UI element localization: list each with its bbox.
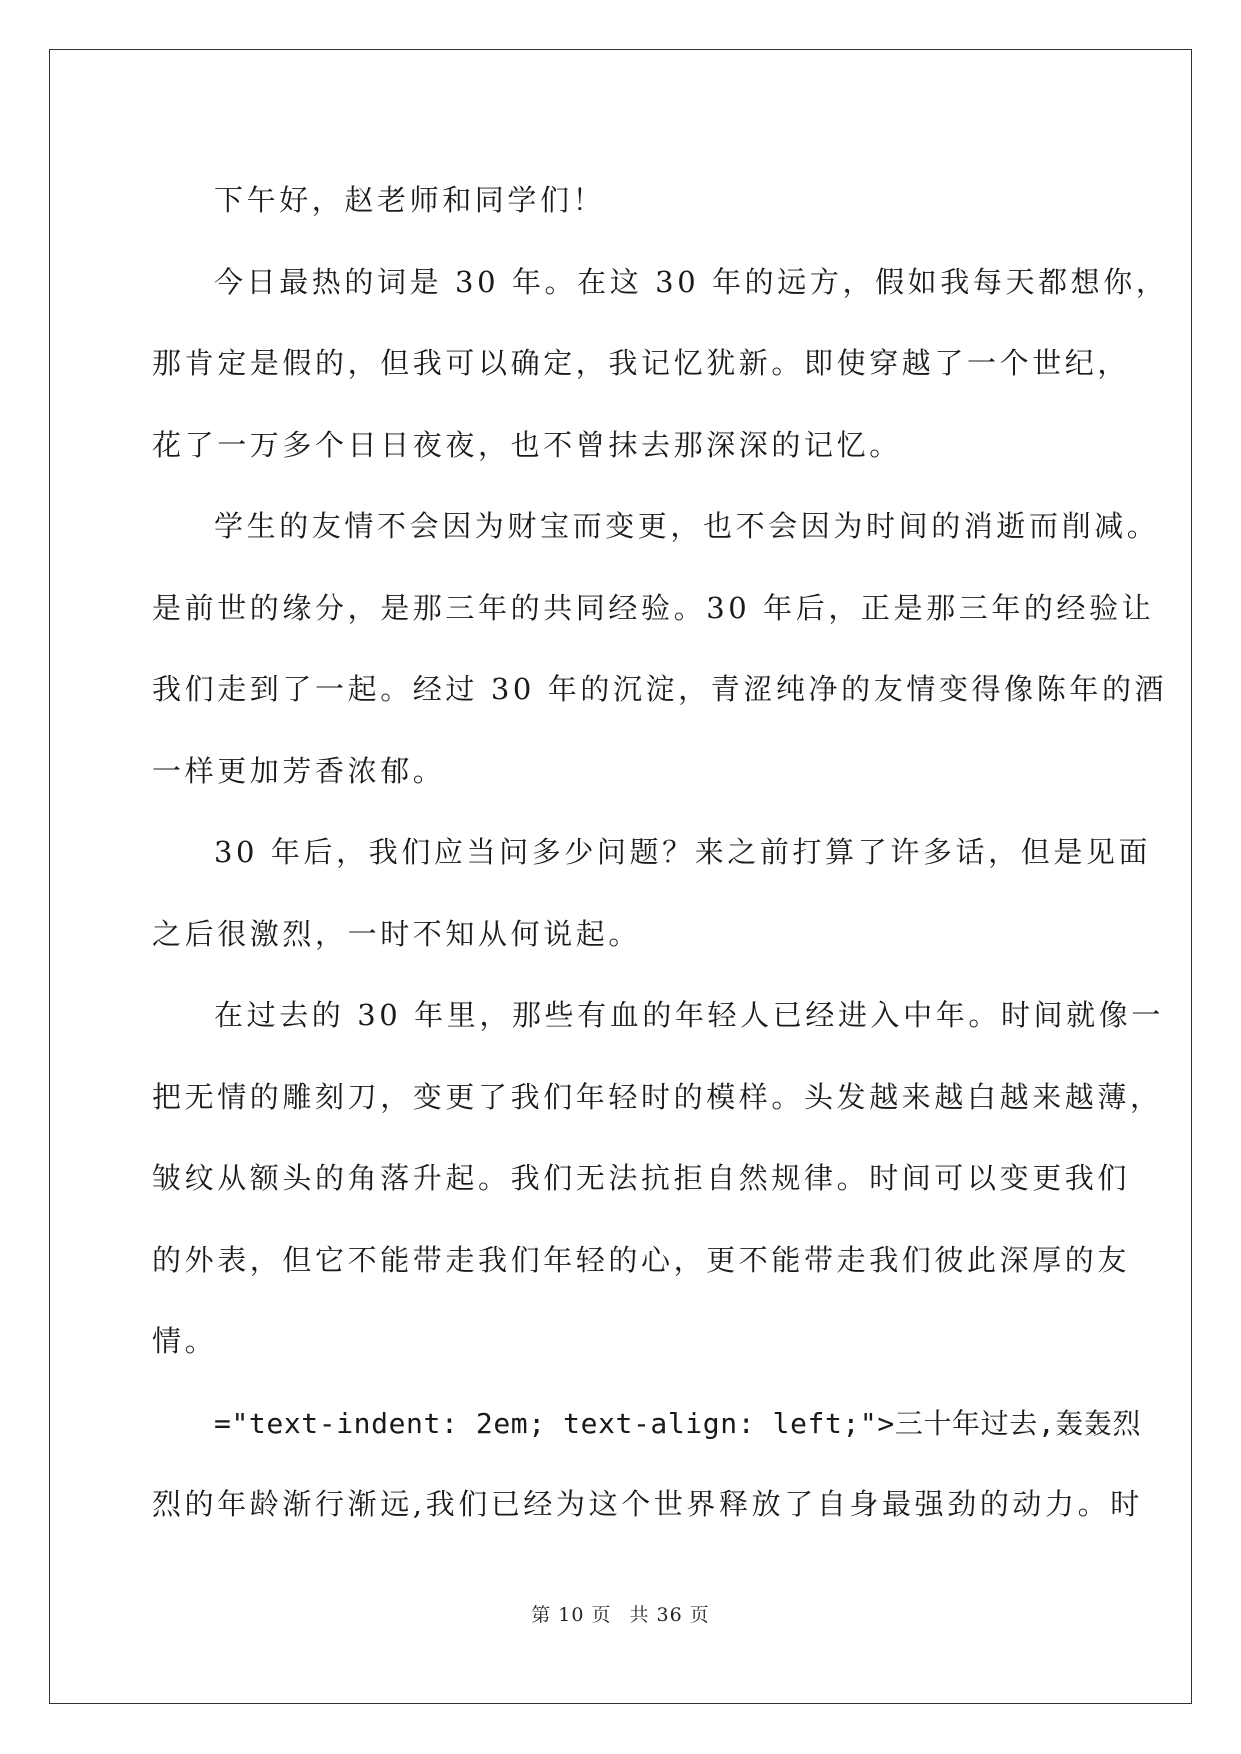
text-line: 情。: [152, 1324, 218, 1358]
paragraph: [152, 975, 1164, 1383]
text-line: 把无情的雕刻刀，变更了我们年轻时的模样。头发越来越白越来越薄，: [152, 1079, 1163, 1114]
page-number: 第 10 页: [531, 1604, 612, 1626]
text-line: 在过去的 30 年里，那些有血的年轻人已经进入中年。时间就像一: [214, 998, 1164, 1032]
text-line: 那肯定是假的，但我可以确定，我记忆犹新。即使穿越了一个世纪，: [152, 346, 1131, 380]
text-line: 皱纹从额头的角落升起。我们无法抗拒自然规律。时间可以变更我们: [152, 1161, 1131, 1195]
page-total: 共 36 页: [629, 1604, 710, 1626]
paragraph-greeting: [152, 160, 1092, 242]
text-line-stray-markup: ="text-indent: 2em; text-align: left;">三十年过去,轰轰烈: [214, 1406, 1142, 1440]
text-line: 是前世的缘分，是那三年的共同经验。30 年后，正是那三年的经验让: [152, 590, 1155, 625]
text-line: 下午好，赵老师和同学们！: [214, 183, 606, 217]
text-line: 烈的年龄渐行渐远,我们已经为这个世界释放了自身最强劲的动力。时: [152, 1487, 1143, 1521]
text-line: 学生的友情不会因为财宝而变更，也不会因为时间的消逝而削减。: [214, 509, 1160, 543]
paragraph: [152, 1383, 1143, 1546]
text-line: 花了一万多个日日夜夜，也不曾抹去那深深的记忆。: [152, 427, 902, 462]
text-line: 今日最热的词是 30 年。在这 30 年的远方，假如我每天都想你，: [214, 264, 1169, 299]
text-line: 我们走到了一起。经过 30 年的沉淀，青涩纯净的友情变得像陈年的酒: [152, 672, 1168, 706]
text-line: 的外表，但它不能带走我们年轻的心，更不能带走我们彼此深厚的友: [152, 1242, 1131, 1277]
document-body: [152, 160, 1169, 1546]
paragraph: [152, 812, 1152, 975]
paragraph: [152, 486, 1168, 812]
page-footer: [0, 1600, 1241, 1627]
paragraph: [152, 242, 1169, 487]
text-line: 一样更加芳香浓郁。: [152, 753, 446, 788]
text-line: 之后很激烈，一时不知从何说起。: [152, 916, 642, 951]
text-line: 30 年后，我们应当问多少问题？来之前打算了许多话，但是见面: [214, 835, 1152, 869]
